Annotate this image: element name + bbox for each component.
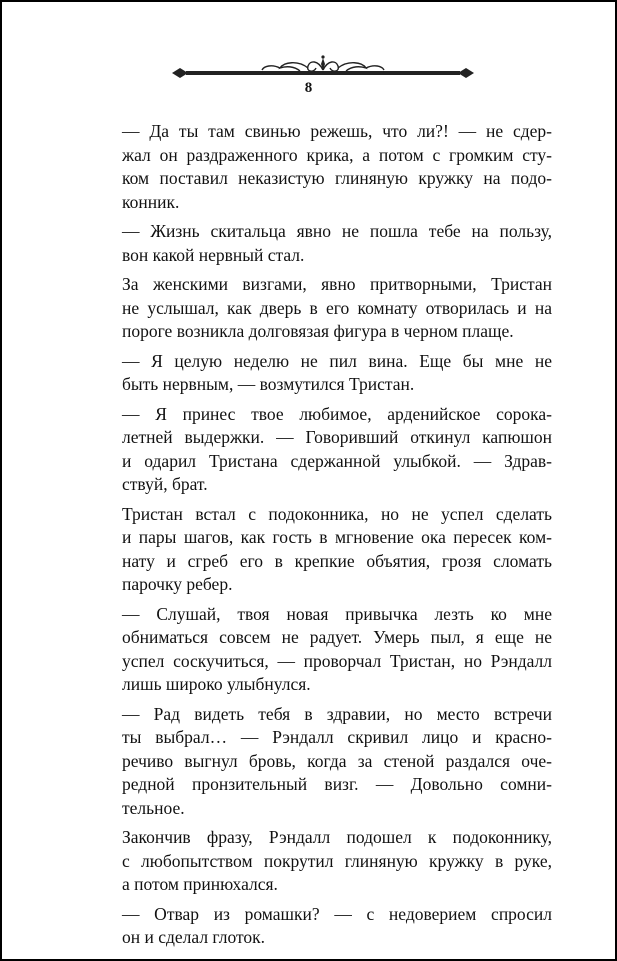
body-text xyxy=(122,120,552,956)
text-line: и одарил Тристана сдержанной улыбкой. — Здрав- xyxy=(122,450,552,471)
text-line: — Я целую неделю не пил вина. Еще бы мне не xyxy=(122,350,552,371)
text-line: не услышал, как дверь в его комнату отворилась и на xyxy=(122,297,552,318)
text-line: нату и сгреб его в крепкие объятия, грозя сломать xyxy=(122,550,552,571)
paragraph xyxy=(122,826,552,897)
paragraph xyxy=(122,220,552,267)
text-line: За женскими визгами, явно притворными, Тристан xyxy=(122,274,552,294)
text-line: жал он раздраженного крика, а потом с громким сту- xyxy=(122,144,552,165)
text-line: успел соскучиться, — проворчал Тристан, но Рэндалл xyxy=(122,650,552,671)
text-line: ствуй, брат. xyxy=(122,474,208,494)
text-line: — Жизнь скитальца явно не пошла тебе на пользу, xyxy=(122,221,552,241)
paragraph xyxy=(122,273,552,344)
paragraph xyxy=(122,120,552,214)
text-line: ком поставил неказистую глиняную кружку на подо- xyxy=(122,168,552,188)
text-line: ты выбрал… — Рэндалл скривил лицо и красно- xyxy=(122,727,552,747)
text-line: речиво выгнул бровь, когда за стеной раздался оче- xyxy=(122,750,552,771)
text-line: — Рад видеть тебя в здравии, но место встречи xyxy=(122,703,552,724)
text-line: лишь широко улыбнулся. xyxy=(122,674,311,694)
text-line: вон какой нервный стал. xyxy=(122,244,305,265)
text-line: конник. xyxy=(122,191,180,212)
text-line: — Отвар из ромашки? — с недоверием спросил xyxy=(122,903,552,924)
text-line: тельное. xyxy=(122,797,185,818)
paragraph xyxy=(122,503,552,597)
text-line: летней выдержки. — Говоривший откинул капюшон xyxy=(122,427,552,447)
text-line: Закончив фразу, Рэндалл подошел к подоконнику, xyxy=(122,827,552,847)
page-number: 8 xyxy=(304,80,313,96)
text-line: и пары шагов, как гость в мгновение ока пересек ком- xyxy=(122,527,552,547)
text-line: пороге возникла долговязая фигура в черном плаще. xyxy=(122,321,514,341)
text-line: быть нервным, — возмутился Тристан. xyxy=(122,374,415,394)
text-line: обниматься совсем не радует. Умерь пыл, я еще не xyxy=(122,627,552,647)
paragraph xyxy=(122,903,552,950)
paragraph xyxy=(122,350,552,397)
paragraph xyxy=(122,703,552,821)
text-line: Тристан встал с подоконника, но не успел сделать xyxy=(122,503,552,524)
text-line: он и сделал глоток. xyxy=(122,927,266,947)
text-line: а потом принюхался. xyxy=(122,874,278,894)
text-line: с любопытством покрутил глиняную кружку в руке, xyxy=(122,850,552,871)
paragraph xyxy=(122,603,552,697)
text-line: парочку ребер. xyxy=(122,574,233,594)
text-line: — Да ты там свинью режешь, что ли?! — не сдер- xyxy=(122,121,552,141)
text-line: — Я принес твое любимое, арденийское сорока- xyxy=(122,403,552,424)
text-line: — Слушай, твоя новая привычка лезть ко мне xyxy=(122,603,552,624)
text-line: редной пронзительный визг. — Довольно сомни- xyxy=(122,774,552,794)
paragraph xyxy=(122,403,552,497)
